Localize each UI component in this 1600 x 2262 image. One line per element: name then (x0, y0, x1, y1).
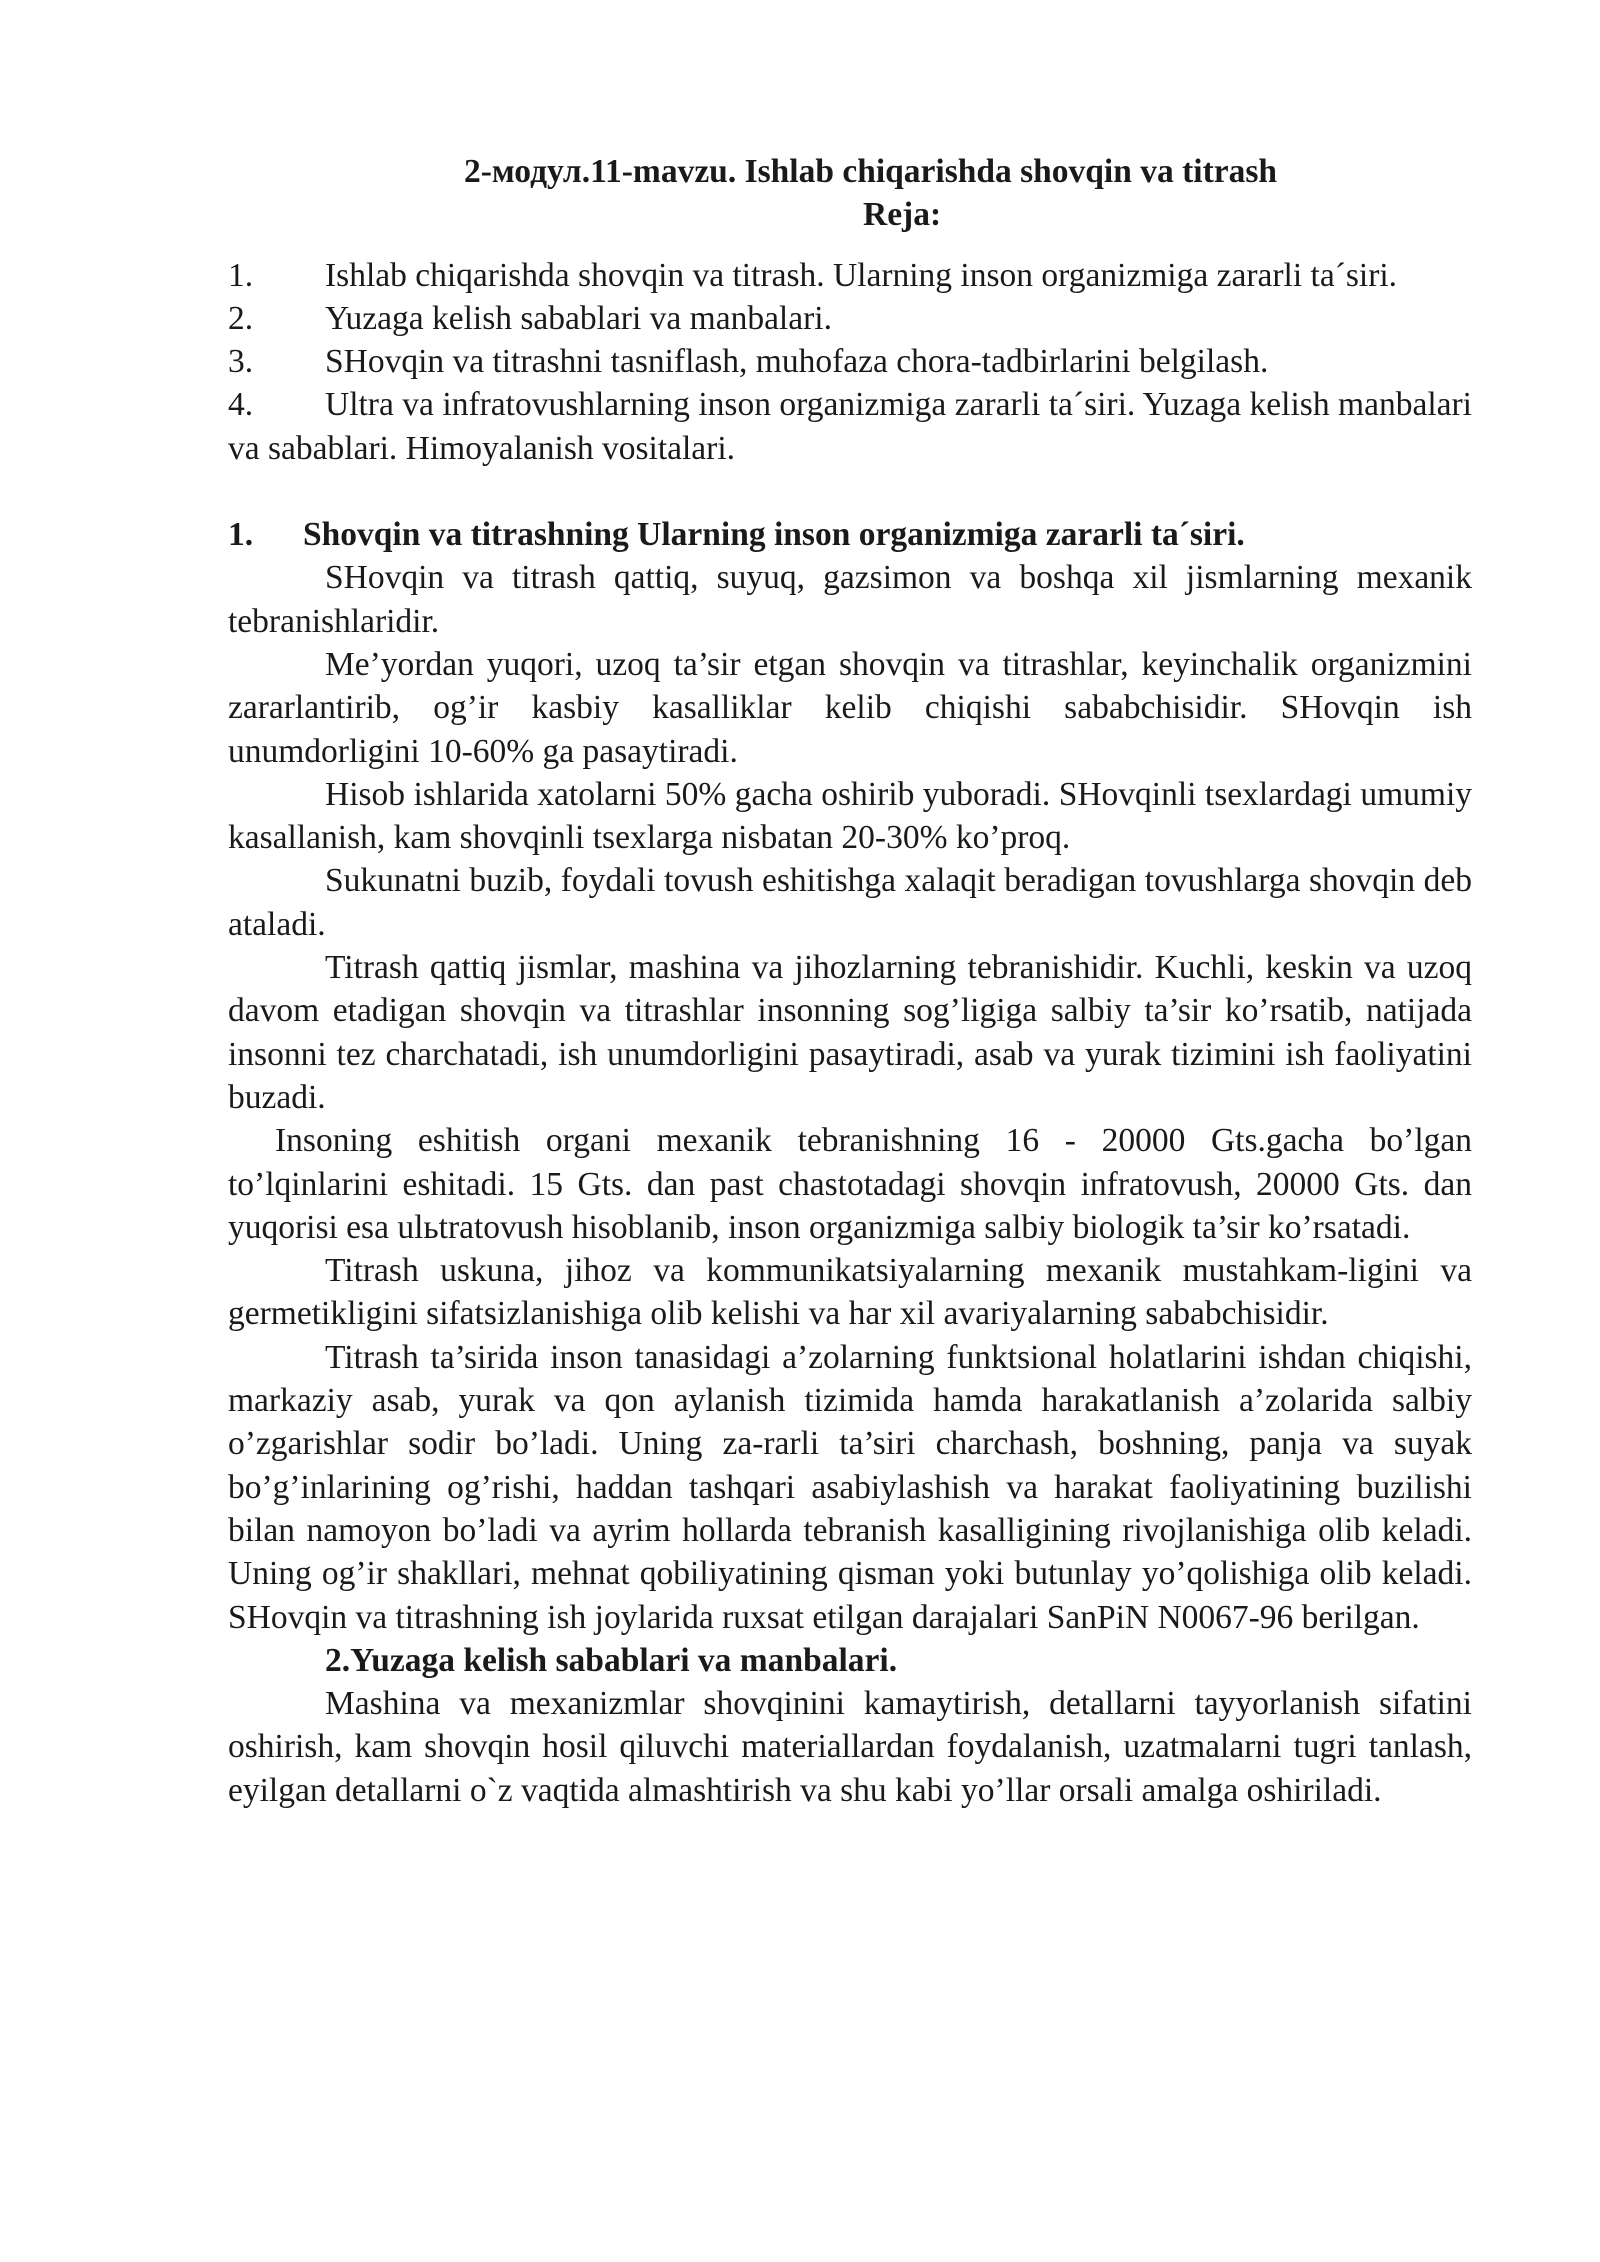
section-heading-text: Shovqin va titrashning Ularning inson organizmiga zararli ta´siri. (303, 516, 1245, 554)
section-1-heading (228, 513, 1472, 556)
paragraph: Titrash uskuna, jihoz va kommunikatsiyalarning mexanik mustahkam-ligini va germetikligini sifatsizlanishiga olib kelishi va har xil avariyalarning sababchisidir. (228, 1252, 1472, 1333)
paragraph: Sukunatni buzib, foydali tovush eshitishga xalaqit beradigan tovushlarga shovqin deb ataladi. (228, 862, 1472, 943)
paragraph: Hisob ishlarida xatolarni 50% gacha oshirib yuboradi. SHovqinli tsexlardagi umumiy kasallanish, kam shovqinli tsexlarga nisbatan 20-30% ko’proq. (228, 775, 1472, 857)
plan-item-number: 1. (228, 256, 254, 294)
paragraph: Me’yordan yuqori, uzoq ta’sir etgan shovqin va titrashlar, keyinchalik organizmini zararlantirib, og’ir kasbiy kasalliklar kelib chiqishi sababchisidir. SHovqin ish unumdorligini 10-60% ga pasaytiradi. (228, 645, 1472, 770)
spacer (228, 470, 1472, 513)
document-page (228, 150, 1472, 1812)
section-2-heading: 2.Yuzaga kelish sabablari va manbalari. (325, 1641, 898, 1679)
plan-item-number: 2. (228, 299, 254, 337)
plan-heading: Reja: (863, 196, 942, 234)
document-title: 2-модул.11-mavzu. Ishlab chiqarishda shovqin va titrash (464, 153, 1278, 190)
paragraph: Mashina va mexanizmlar shovqinini kamaytirish, detallarni tayyorlanish sifatini oshirish, kam shovqin hosil qiluvchi materiallardan foydalanish, uzatmalarni tugri tanlash, eyilgan detallarni o`z vaqtida almashtirish va shu kabi yo’llar orsali amalga oshiriladi. (228, 1685, 1472, 1809)
paragraph: Insoning eshitish organi mexanik tebranishning 16 - 20000 Gts.gacha bo’lgan to’lqinlarini eshitadi. 15 Gts. dan past chastotadagi shovqin infratovush, 20000 Gts. dan yuqorisi esa ulьtratovush hisoblanib, inson organizmiga salbiy biologik ta’sir ko’rsatadi. (228, 1122, 1472, 1246)
section-number: 1. (228, 516, 254, 554)
paragraph: Titrash qattiq jismlar, mashina va jihozlarning tebranishidir. Kuchli, keskin va uzoq davom etadigan shovqin va titrashlar insonning sog’ligiga salbiy ta’sir ko’rsatib, natijada insonni tez charchatadi, ish unumdorligini pasaytiradi, asab va yurak tizimini ish faoliyatini buzadi. (228, 949, 1472, 1116)
plan-item-2 (228, 297, 1472, 340)
plan-item-number: 4. (228, 386, 254, 424)
plan-item-text: Ultra va infratovushlarning inson organizmiga zararli ta´siri. Yuzaga kelish manbalari va sabablari. Himoyalanish vositalari. (228, 386, 1472, 467)
plan-list (228, 254, 1472, 470)
plan-item-1 (228, 254, 1472, 297)
paragraph: SHovqin va titrash qattiq, suyuq, gazsimon va boshqa xil jismlarning mexanik tebranishlaridir. (228, 559, 1472, 640)
plan-item-text: Yuzaga kelish sabablari va manbalari. (325, 299, 832, 337)
plan-item-text: Ishlab chiqarishda shovqin va titrash. Ularning inson organizmiga zararli ta´siri. (325, 256, 1398, 294)
plan-item-number: 3. (228, 343, 254, 381)
plan-item-text: SHovqin va titrashni tasniflash, muhofaza chora-tadbirlarini belgilash. (325, 343, 1269, 381)
plan-item-3 (228, 340, 1472, 383)
paragraph: Titrash ta’sirida inson tanasidagi a’zolarning funktsional holatlarini ishdan chiqishi, markaziy asab, yurak va qon aylanish tizimida hamda harakatlanish a’zolarida salbiy o’zgarishlar sodir bo’ladi. Uning za-rarli ta’siri charchash, boshning, panja va suyak bo’g’inlarining og’rishi, haddan tashqari asabiylashish va harakat faoliyatining buzilishi bilan namoyon bo’ladi va ayrim hollarda tebranish kasalligining rivojlanishiga olib keladi. Uning og’ir shakllari, mehnat qobiliyatining qisman yoki butunlay yo’qolishiga olib keladi. SHovqin va titrashning ish joylarida ruxsat etilgan darajalari SanPiN N0067-96 berilgan. (228, 1338, 1472, 1636)
plan-item-4 (228, 383, 1472, 470)
